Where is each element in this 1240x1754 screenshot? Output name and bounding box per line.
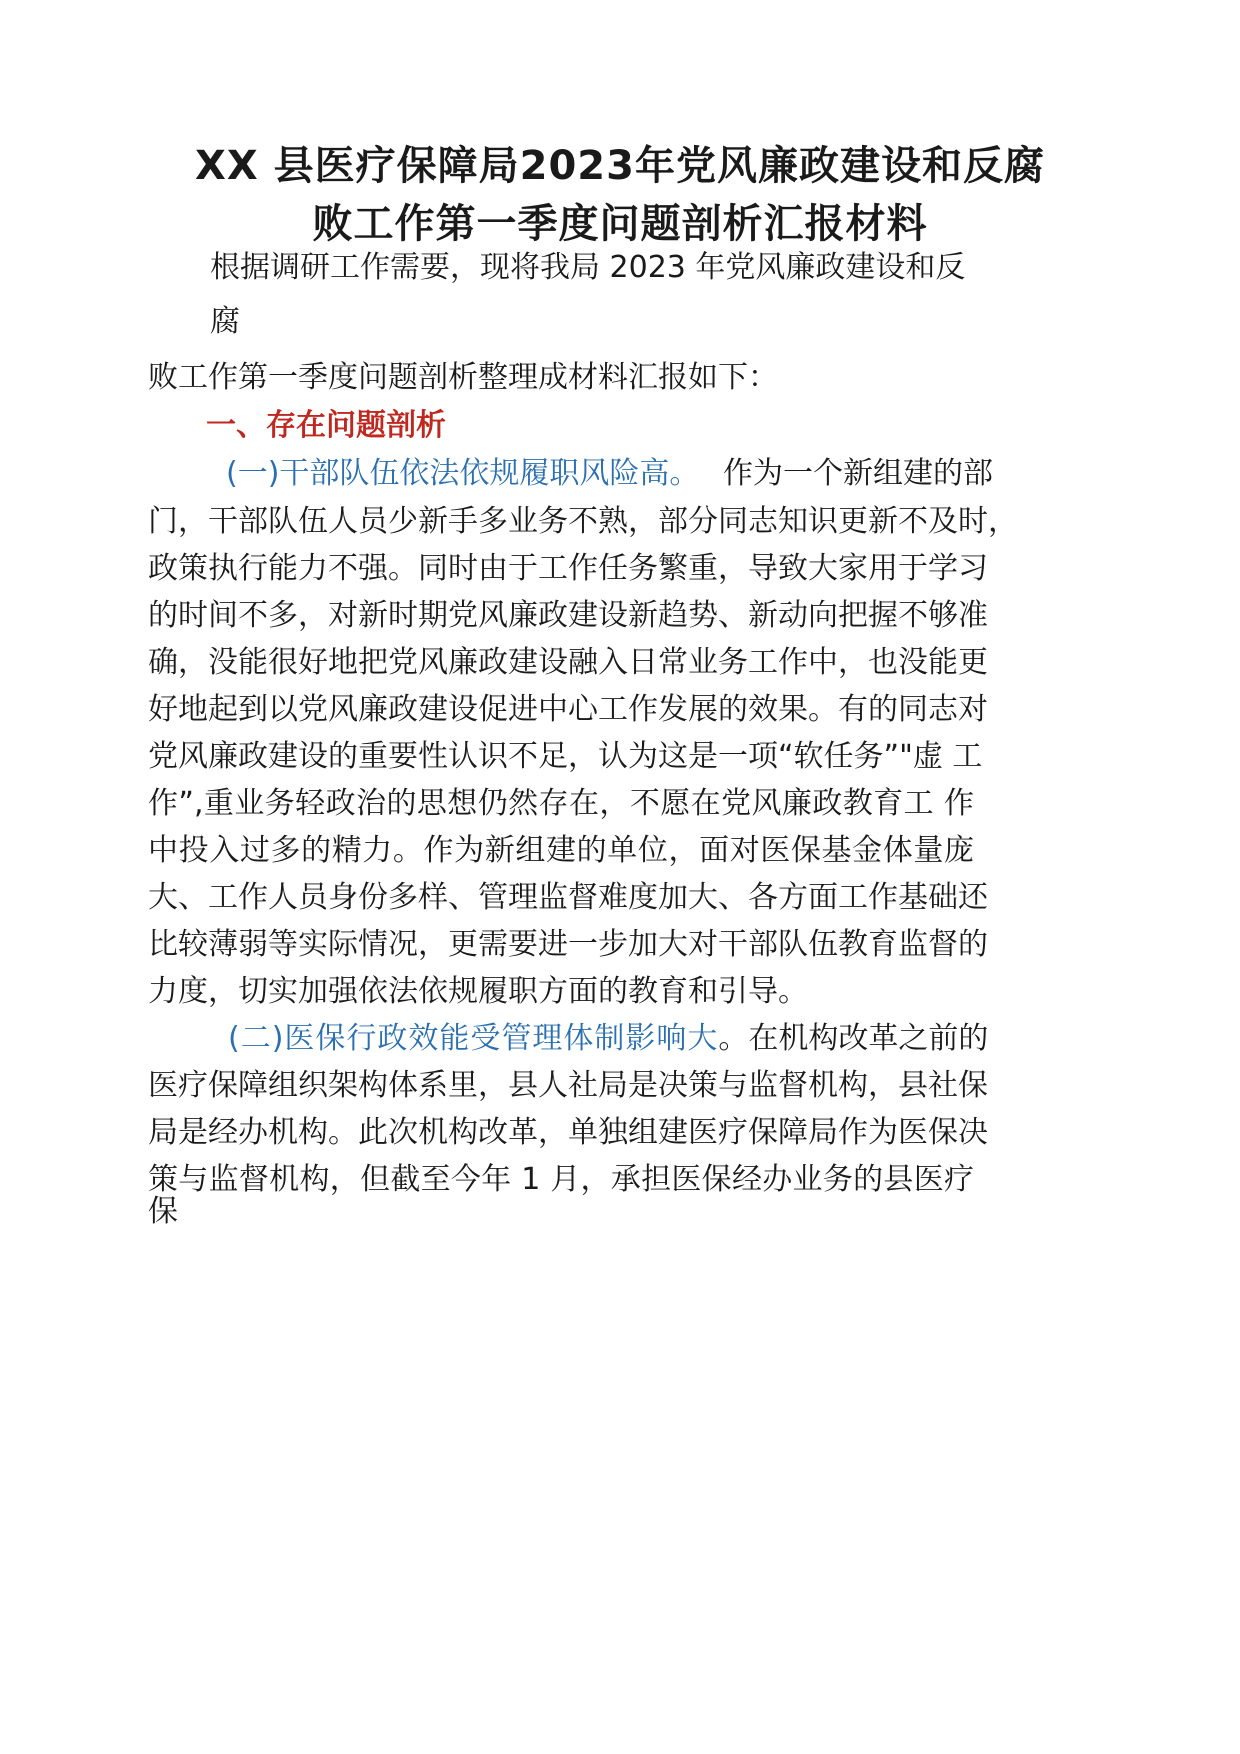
- subsection-2-heading: (二)医保行政效能受管理体制影响大: [228, 1021, 719, 1056]
- paragraph-line: 力度，切实加强依法依规履职方面的教育和引导。: [148, 974, 808, 1009]
- document-title-line-1: XX 县医疗保障局2023年党风廉政建设和反腐: [195, 143, 1045, 189]
- paragraph-line: 策与监督机构，但截至今年 1 月，承担医保经办业务的县医疗: [148, 1162, 974, 1197]
- paragraph-line: 的时间不多，对新时期党风廉政建设新趋势、新动向把握不够准: [148, 598, 988, 633]
- paragraph-line: 确，没能很好地把党风廉政建设融入日常业务工作中，也没能更: [148, 645, 988, 680]
- intro-line-1: 根据调研工作需要，现将我局 2023 年党风廉政建设和反: [210, 250, 966, 285]
- paragraph-line: 党风廉政建设的重要性认识不足，认为这是一项“软任务”"虚 工: [148, 739, 983, 774]
- paragraph-line: 门，干部队伍人员少新手多业务不熟，部分同志知识更新不及时，: [148, 504, 1018, 539]
- paragraph-line: 中投入过多的精力。作为新组建的单位，面对医保基金体量庞: [148, 833, 974, 868]
- paragraph-line: 政策执行能力不强。同时由于工作任务繁重，导致大家用于学习: [148, 551, 988, 586]
- paragraph-line: 局是经办机构。此次机构改革，单独组建医疗保障局作为医保决: [148, 1115, 988, 1150]
- subsection-2-first-line-text: 。在机构改革之前的: [718, 1021, 989, 1056]
- intro-line-3: 败工作第一季度问题剖析整理成材料汇报如下：: [148, 360, 778, 395]
- paragraph-line: 大、工作人员身份多样、管理监督难度加大、各方面工作基础还: [148, 880, 988, 915]
- section-heading-1: 一、存在问题剖析: [206, 408, 446, 443]
- intro-line-2: 腐: [210, 304, 240, 339]
- subsection-1-heading: (一)干部队伍依法依规履职风险高。: [226, 456, 700, 491]
- document-title-line-2: 败工作第一季度问题剖析汇报材料: [312, 201, 928, 247]
- paragraph-line: 医疗保障组织架构体系里，县人社局是决策与监督机构，县社保: [148, 1068, 988, 1103]
- subsection-1-first-line: [226, 454, 993, 494]
- subsection-2-first-line: [228, 1019, 988, 1059]
- paragraph-line: 作”,重业务轻政治的思想仍然存在，不愿在党风廉政教育工 作: [148, 786, 974, 821]
- subsection-1-first-line-text: 作为一个新组建的部: [722, 456, 993, 491]
- paragraph-line: 好地起到以党风廉政建设促进中心工作发展的效果。有的同志对: [148, 692, 988, 727]
- paragraph-line: 比较薄弱等实际情况，更需要进一步加大对干部队伍教育监督的: [148, 927, 988, 962]
- paragraph-line: 保: [148, 1194, 178, 1229]
